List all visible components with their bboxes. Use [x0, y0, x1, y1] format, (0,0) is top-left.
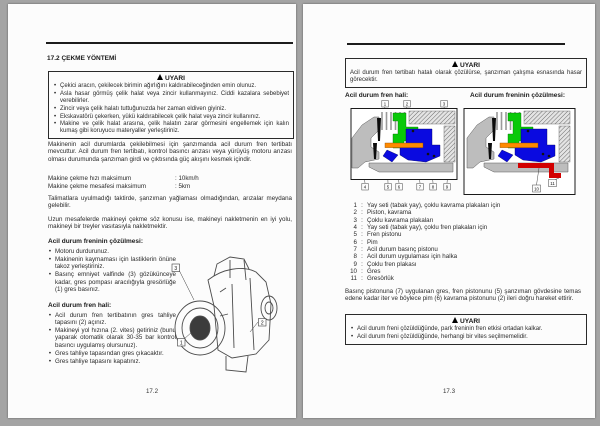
diagram-callout: 9: [445, 184, 449, 190]
warning-text: Acil durum fren tertibatı hatalı olarak çözülürse, şanzıman çalışma esnasında hasar görecektir.: [350, 70, 582, 84]
spec-label: Makine çekme mesafesi maksimum: [48, 183, 146, 191]
paragraph: Basınç pistonuna (7) uygulanan gres, fren pistonunu (5) şanzıman gövdesine temas edene kadar iter ve böylece pim (6) kavrama pistonunu (2) ileri doğru hareket ettirir.: [345, 288, 581, 303]
list-item: • Acil durum freni çözüldüğünde, park freninin fren etkisi ortadan kalkar.: [350, 326, 543, 332]
list-item: • Makineyi yol hızına (2. vites) getiriniz (bunu yaparak otomatik olarak 30-35 bar kontrol basıncı uygulamış olursunuz).: [48, 327, 176, 349]
list-item: • Makinenin kaymaması için lastiklerin önüne takoz yerleştiriniz.: [48, 256, 176, 271]
spec-row: [48, 175, 292, 183]
manual-page-left: [8, 4, 296, 418]
legend-row: 4 : Yay seti (tabak yay), çoklu fren plakaları için: [353, 223, 488, 231]
legend-row: 7 : Acil durum basınç pistonu: [353, 245, 438, 253]
diagram-callout: 1: [383, 101, 387, 107]
diagram-callout: 6: [397, 184, 401, 190]
bullet-icon: •: [48, 312, 52, 319]
diagram-heading-right: Acil durum freninin çözülmesi:: [470, 92, 565, 99]
header-rule: [46, 42, 293, 44]
bullet-icon: •: [53, 105, 57, 112]
paragraph: Uzun mesafelerde makineyi çekme söz konusu ise, makineyi nakletmenin en iyi yolu, makineyi bir treyler vasıtasıyla nakletmektir.: [48, 216, 292, 231]
legend-row: 6 : Pim: [353, 238, 378, 246]
warning-header: [53, 74, 289, 82]
page-number: 17.2: [145, 388, 159, 395]
list-item: • Motoru durdurunuz.: [48, 248, 109, 255]
diagram-callout: 4: [363, 184, 367, 190]
legend-row: 10 : Gres: [350, 267, 381, 275]
brake-cross-section-engaged: [349, 100, 459, 192]
diagram-callout: 2: [405, 101, 409, 107]
diagram-callout: 3: [442, 101, 446, 107]
bullet-icon: •: [350, 333, 354, 340]
transmission-figure: [170, 244, 294, 391]
warning-title: UYARI: [460, 318, 480, 325]
list-item: • Gres tahliye tapasından gres çıkacaktır.: [48, 349, 164, 357]
warning-box-release: [345, 58, 587, 88]
list-item: • Ekskavatörü çekerken, yükü kaldırabilecek çelik halat veya zincir kullanınız.: [53, 113, 261, 120]
list-item: • Basınç emniyet valfinde (3) gözükünceye kadar, gres pompası aracılığıyla gresörlüğe (1) gres basınız.: [48, 271, 176, 293]
bullet-icon: •: [53, 121, 57, 128]
legend-row: 11 : Gresörlük: [350, 275, 394, 283]
list-item: • Gres tahliye tapasını kapatınız.: [48, 357, 141, 365]
figure-callout-2: 2: [260, 320, 264, 327]
section-title: 17.2 ÇEKME YÖNTEMİ: [47, 55, 117, 62]
list-item: • Makine ve çelik halat arasına, çelik halatın zarar görmesini engellemek için kalın kumaş gibi koruyucu materyaller yerleştiriniz.: [53, 121, 289, 135]
diagram-emergency-brake-released: [462, 100, 577, 205]
transmission-drawing: [170, 244, 294, 386]
engage-steps: [48, 311, 176, 365]
paragraph: Talimatlara uyulmadığı taktirde, şanzıman yağlaması olmadığından, arızalar meydana gelebilir.: [48, 195, 292, 210]
diagram-emergency-brake-engaged: [349, 100, 459, 197]
spec-value: : 5km: [175, 183, 191, 191]
bullet-icon: •: [48, 327, 52, 335]
paragraph: Makinenin acil durumlarda çekilebilmesi için şanzımanda acil durum fren tertibatı mevcuttur. Acil durum fren tertibatı, kontrol basıncı arızası veya yürüyüş motoru arızası olması durumunda şanzıman girdi ve çıktısında güç akışını kesmek içindir.: [48, 141, 292, 163]
diagram-callout: 7: [418, 184, 422, 190]
brake-cross-section-released: [462, 100, 577, 200]
list-item: • Çekici aracın, çekilecek birimin ağırlığını kaldırabileceğinden emin olunuz.: [53, 83, 257, 89]
bullet-icon: •: [350, 326, 354, 332]
legend-row: 2 : Piston, kavrama: [353, 209, 412, 217]
figure-callout-1: 1: [179, 340, 183, 347]
bullet-icon: •: [48, 256, 52, 264]
diagram-callout: 10: [534, 186, 539, 192]
engage-heading: Acil durum fren hali:: [48, 302, 112, 309]
bullet-icon: •: [48, 271, 52, 279]
bullet-icon: •: [48, 357, 52, 365]
spec-value: : 10km/h: [175, 175, 199, 182]
towing-specs: [48, 175, 292, 191]
spec-label: Makine çekme hızı maksimum: [48, 175, 132, 182]
page-number: 17.3: [442, 388, 456, 395]
diagram-callout: 11: [550, 180, 555, 186]
release-heading: Acil durum freninin çözülmesi:: [48, 238, 143, 245]
warning-icon: [452, 61, 458, 67]
legend-row: 8 : Acil durum uygulaması için halka: [353, 253, 458, 261]
warning-icon: [452, 317, 458, 323]
legend-row: 1 : Yay seti (tabak yay), çoklu kavrama plakaları için: [353, 202, 501, 209]
figure-callout-3: 3: [174, 266, 178, 272]
manual-page-right: [303, 4, 595, 418]
spec-row: [48, 183, 292, 191]
bullet-icon: •: [48, 248, 52, 255]
bullet-icon: •: [53, 83, 57, 89]
diagram-callout: 8: [431, 184, 435, 190]
warning-header: [350, 317, 582, 325]
bullet-icon: •: [53, 113, 57, 120]
diagram-heading-left: Acil durum fren hali:: [345, 92, 409, 99]
list-item: • Acil durum fren tertibatının gres tahliye tapasını (2) açınız.: [48, 312, 176, 327]
warning-header: [350, 61, 582, 69]
bullet-icon: •: [48, 349, 52, 357]
header-rule: [347, 43, 565, 45]
warning-box-released-state: [345, 314, 587, 345]
list-item: • Acil durum freni çözüldüğünde, herhangi bir vites seçilmemelidir.: [350, 333, 528, 340]
release-steps: [48, 247, 176, 293]
bullet-icon: •: [53, 90, 57, 97]
legend-row: 3 : Çoklu kavrama plakaları: [353, 216, 434, 224]
list-item: • Asla hasar görmüş çelik halat veya zincir kullanmayınız. Ciddi kazalara sebebiyet verebilirler.: [53, 90, 289, 104]
warning-box-towing: [48, 71, 294, 139]
list-item: • Zincir veya çelik halatı tuttuğunuzda her zaman eldiven giyiniz.: [53, 105, 227, 112]
legend-row: 5 : Fren pistonu: [353, 231, 402, 239]
warning-title: UYARI: [460, 62, 480, 69]
warning-icon: [157, 74, 163, 80]
diagram-legend: [345, 202, 581, 282]
legend-row: 9 : Çoklu fren plakası: [353, 260, 417, 268]
warning-title: UYARI: [165, 75, 185, 82]
diagram-callout: 5: [386, 184, 390, 190]
